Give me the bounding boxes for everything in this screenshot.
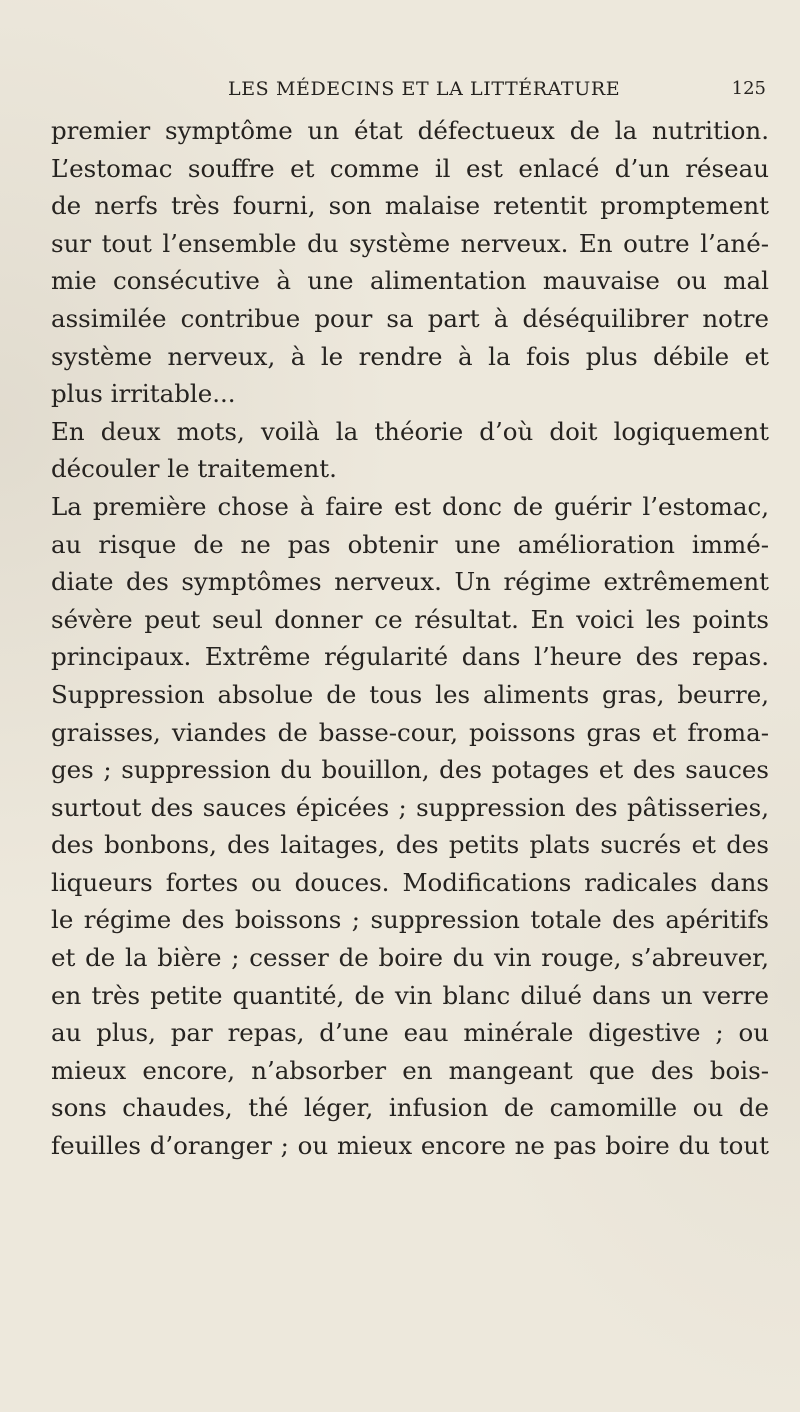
text-line: mieux encore, n’absorber en mangeant que des bois-: [51, 1055, 769, 1085]
text-line: principaux. Extrême régularité dans l’heure des repas.: [51, 642, 769, 672]
text-line: découler le traitement.: [51, 454, 337, 484]
text-line: La première chose à faire est donc de guérir l’estomac,: [51, 491, 769, 521]
text-line: graisses, viandes de basse-cour, poissons gras et froma-: [51, 717, 769, 747]
text-line: au plus, par repas, d’une eau minérale digestive ; ou: [51, 1018, 769, 1048]
text-line: diate des symptômes nerveux. Un régime extrêmement: [51, 567, 769, 597]
text-line: liqueurs fortes ou douces. Modifications radicales dans: [51, 867, 769, 897]
text-line: le régime des boissons ; suppression totale des apéritifs: [51, 905, 769, 935]
text-line: sévère peut seul donner ce résultat. En voici les points: [51, 604, 769, 634]
running-title: LES MÉDECINS ET LA LITTÉRATURE: [228, 78, 621, 100]
text-line: de nerfs très fourni, son malaise retentit promptement: [51, 191, 769, 221]
text-line: surtout des sauces épicées ; suppression des pâtisseries,: [51, 792, 769, 822]
text-line: En deux mots, voilà la théorie d’où doit logiquement: [51, 416, 769, 446]
text-line: premier symptôme un état défectueux de la nutrition.: [51, 116, 769, 145]
text-line: L’estomac souffre et comme il est enlacé d’un réseau: [51, 153, 769, 183]
text-line: des bonbons, des laitages, des petits plats sucrés et des: [51, 830, 769, 860]
text-line: sur tout l’ensemble du système nerveux. En outre l’ané-: [51, 228, 769, 258]
text-line: système nerveux, à le rendre à la fois plus débile et: [51, 341, 769, 371]
text-line: au risque de ne pas obtenir une amélioration immé-: [51, 529, 769, 559]
text-line: plus irritable...: [51, 379, 236, 409]
text-line: Suppression absolue de tous les aliments gras, beurre,: [51, 679, 769, 709]
page-number: 125: [731, 78, 766, 99]
running-head: [228, 78, 766, 104]
body-text: [51, 112, 769, 1165]
text-line: feuilles d’oranger ; ou mieux encore ne pas boire du tout: [51, 1131, 769, 1161]
text-line: ges ; suppression du bouillon, des potages et des sauces: [51, 755, 769, 785]
text-line: assimilée contribue pour sa part à déséquilibrer notre: [51, 303, 769, 333]
text-line: et de la bière ; cesser de boire du vin rouge, s’abreuver,: [51, 943, 769, 973]
text-line: sons chaudes, thé léger, infusion de camomille ou de: [51, 1093, 769, 1123]
text-line: en très petite quantité, de vin blanc dilué dans un verre: [51, 980, 769, 1010]
text-line: mie consécutive à une alimentation mauvaise ou mal: [51, 266, 769, 296]
